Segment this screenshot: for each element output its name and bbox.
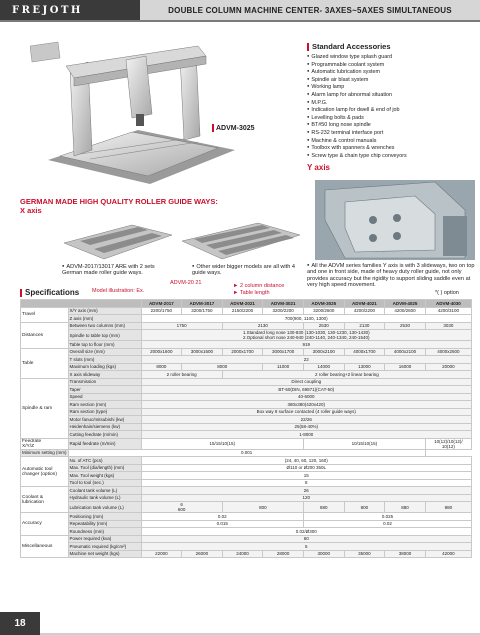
row-category: Distances [21, 322, 69, 348]
table-cell: 980 [425, 502, 471, 513]
accessories-list [307, 53, 477, 159]
table-cell: 3000x1700 [263, 348, 304, 356]
table-cell: 40-6000 [141, 393, 471, 401]
standard-accessories [307, 42, 477, 159]
table-cell: 42000 [425, 550, 471, 558]
table-row [21, 520, 472, 528]
table-header-row [21, 300, 472, 308]
list-item: ● Alarm lamp for abnormal situation [307, 91, 477, 99]
table-row [21, 348, 472, 356]
table-cell: 0.02 [141, 513, 303, 521]
row-label: Pneumatic required (kg/cm²) [68, 543, 141, 551]
specifications-body [21, 307, 472, 558]
table-cell: 11000 [263, 363, 304, 371]
table-row [21, 479, 472, 487]
row-label: Between two columns (mm) [68, 322, 141, 330]
table-cell: 1-8000 [141, 431, 471, 439]
column-header: ADVM-3017 [182, 300, 223, 308]
page-header [0, 0, 480, 20]
row-category: Travel [21, 307, 69, 322]
table-row [21, 307, 472, 315]
table-cell: 380x380(420x420) [141, 401, 471, 409]
specifications-table [20, 299, 472, 558]
row-label: Max. Tool (dia/length) (mm) [68, 464, 141, 472]
row-label: Max. Tool weight (kgs) [68, 472, 141, 480]
red-marker-icon [307, 43, 309, 51]
table-row [21, 487, 472, 495]
table-cell: 22 [141, 356, 471, 364]
table-row [21, 341, 472, 349]
table-cell: 24000 [222, 550, 263, 558]
list-item: ● Spindle air blast system [307, 76, 477, 84]
row-label: Z axis (mm) [68, 315, 141, 323]
table-row [21, 457, 472, 465]
red-marker-icon [212, 124, 214, 132]
table-row [21, 386, 472, 394]
table-row [21, 431, 472, 439]
table-cell: 26 [141, 487, 471, 495]
list-item: ● Glazed window type splash guard [307, 53, 477, 61]
x-axis-note-1: ● ADVM-2017/13017 ARE with 2 sets German made roller guide ways. [62, 263, 174, 277]
column-header: ADVM-3025 [303, 300, 344, 308]
row-label: Speed [68, 393, 141, 401]
table-cell: 8000 [182, 363, 263, 371]
table-row [21, 401, 472, 409]
model-illustration-label: Model illustration: Ex. [92, 288, 145, 294]
table-cell: 2200/1750 [141, 307, 182, 315]
row-label: Machine net weight (kgs) [68, 550, 141, 558]
table-cell: 10(12)/10(12)/ 10(12) [425, 438, 471, 449]
table-cell: 3200/2200 [263, 307, 304, 315]
table-row [21, 438, 472, 449]
list-item: ● Levelling bolts & pads [307, 114, 477, 122]
header-cell-empty [21, 300, 142, 308]
table-row [21, 550, 472, 558]
table-cell: 2530 [303, 322, 344, 330]
list-item: ● RS-232 terminal interface port [307, 129, 477, 137]
table-cell: 0.02 [303, 520, 471, 528]
table-cell: 1750 [141, 322, 222, 330]
option-legend: *( ) option [435, 290, 459, 296]
table-row [21, 423, 472, 431]
row-label: No. of ATC (pcs) [68, 457, 141, 465]
row-label: Ram section (type) [68, 408, 141, 416]
row-label: Coolant tank volume (L) [68, 487, 141, 495]
table-cell: Box way 8 surface contacted (4 roller guide ways) [141, 408, 471, 416]
row-category: Automatic tool changer (option) [21, 457, 69, 487]
table-cell: (24, 40, 60, 120, 160) [141, 457, 471, 465]
table-cell: 0.025 [303, 513, 471, 521]
row-label: Table top to floor (mm) [68, 341, 141, 349]
table-cell: Ø110 or Ø200 350L [141, 464, 471, 472]
table-row [21, 449, 472, 457]
table-cell: BT-50(DIN, 69871)(CAT-50) [141, 386, 471, 394]
table-row [21, 416, 472, 424]
row-label: Overall size (mm) [68, 348, 141, 356]
model-example-code: ADVM-20 21 [170, 280, 202, 286]
table-cell: Direct coupling [141, 378, 471, 386]
table-cell: 28000 [263, 550, 304, 558]
table-cell: 120 [141, 494, 471, 502]
table-cell: 3030 [425, 322, 471, 330]
table-row [21, 472, 472, 480]
header-divider [0, 20, 480, 22]
column-header: ADVM-4030 [425, 300, 471, 308]
row-label: Power required (kva) [68, 535, 141, 543]
list-item: ● Screw type & chain type chip conveyors [307, 152, 477, 160]
list-item: ● BT#50 long nose spindle [307, 121, 477, 129]
table-cell: 2150/2200 [222, 307, 263, 315]
row-label: Positioning (mm) [68, 513, 141, 521]
y-axis-title: Y axis [307, 163, 330, 172]
row-label: T slots (mm) [68, 356, 141, 364]
row-label: Tool to tool (sec.) [68, 479, 141, 487]
table-cell: 800 [344, 502, 385, 513]
column-header: ADVM-2017 [141, 300, 182, 308]
table-row [21, 330, 472, 341]
hero-model-label [212, 124, 255, 132]
row-label: Rapid feedrate (m/min) [68, 438, 141, 449]
row-label: Hydraulic tank volume (L) [68, 494, 141, 502]
table-cell: 4200/2200 [344, 307, 385, 315]
hero-model-text: ADVM-3025 [216, 124, 255, 132]
table-row [21, 502, 472, 513]
table-row [21, 393, 472, 401]
column-header: ADVM-2021 [222, 300, 263, 308]
row-category: Accuracy [21, 513, 69, 536]
table-cell: 0.015 [141, 520, 303, 528]
table-cell: 5 [141, 543, 471, 551]
table-cell: 15/15/10(15) [141, 438, 303, 449]
table-cell: 8 [141, 479, 471, 487]
brand-logo: FREJOTH [0, 0, 140, 20]
table-cell: 880 [385, 502, 426, 513]
row-label: Lubrication tank volume (L) [68, 502, 141, 513]
table-row [21, 528, 472, 536]
table-cell: 22/26 [141, 416, 471, 424]
y-axis-image [315, 180, 475, 260]
row-label: Roundness (mm) [68, 528, 141, 536]
page-title: DOUBLE COLUMN MACHINE CENTER- 3AXES~5AXES SIMULTANEOUS [140, 0, 480, 20]
row-category: Miscellaneous [21, 535, 69, 558]
x-axis-note-2: ● Other wider bigger models are all with 4 guide ways. [192, 263, 300, 277]
table-cell: 14000 [303, 363, 344, 371]
row-category: Spindle & ram [21, 378, 69, 438]
table-cell: 4000x2600 [425, 348, 471, 356]
table-row [21, 371, 472, 379]
list-item: ● Machine & control manuals [307, 137, 477, 145]
list-item: ● Indication lamp for dwell & end of job [307, 106, 477, 114]
table-cell: 60 [141, 535, 471, 543]
table-cell: 26000 [182, 550, 223, 558]
machine-hero-image [30, 38, 235, 188]
table-cell: 4200/2600 [385, 307, 426, 315]
table-row [21, 315, 472, 323]
y-axis-note: ● All the ADVM series families Y axis is with 3 slideways, two on top and one in front side, made of heavy duty roller guide, not only provides accuracy but the rigidity to support sliding saddle even at very high speed movement. [307, 262, 477, 289]
row-label: Taper [68, 386, 141, 394]
table-cell: 3200/1750 [182, 307, 223, 315]
list-item: ● Working lamp [307, 83, 477, 91]
list-item: ● Automatic lubrication system [307, 68, 477, 76]
row-label: X axis slideway [68, 371, 141, 379]
x-axis-image-2-guides [60, 219, 175, 261]
page-number: 18 [0, 612, 40, 635]
table-row [21, 363, 472, 371]
table-cell: 38000 [385, 550, 426, 558]
table-row [21, 535, 472, 543]
table-cell: 880 [303, 502, 344, 513]
table-cell: 10/15/10(15) [303, 438, 425, 449]
table-cell: 25(58-40%) [141, 423, 471, 431]
row-label: Minimum setting (mm) [22, 450, 67, 456]
table-cell: 6 600 [141, 502, 222, 513]
table-cell: 20000 [425, 363, 471, 371]
table-cell: 0.001 [68, 449, 425, 457]
table-cell: 4000x2100 [385, 348, 426, 356]
list-item: ● M.P.G. [307, 99, 477, 107]
row-label: Transmission [68, 378, 141, 386]
table-cell: 2 roller bearing+2 linear bearing [222, 371, 471, 379]
standard-accessories-title: Standard Accessories [307, 42, 477, 51]
row-label: Maximum loading (kgs) [68, 363, 141, 371]
table-row [21, 494, 472, 502]
table-cell: 3000x2100 [303, 348, 344, 356]
list-item: ● Toolbox with spanners & wrenches [307, 144, 477, 152]
table-row [21, 356, 472, 364]
table-cell: 4200/3100 [425, 307, 471, 315]
table-row [21, 378, 472, 386]
specifications-title: Specifications [20, 288, 79, 297]
table-cell: 22000 [141, 550, 182, 558]
table-cell: 919 [141, 341, 471, 349]
table-cell: 2530 [385, 322, 426, 330]
row-category: Coolant & lubrication [21, 487, 69, 513]
table-cell: 1.Standard long nose 130-830 (130-1030, 130-1230, 130-1430) 2.Optional short nose 240-940 (240-1140, 240-1340, 240-1540) [141, 330, 471, 341]
row-label: Heidenhain/siemens (kw) [68, 423, 141, 431]
table-cell: 30000 [303, 550, 344, 558]
table-row [21, 408, 472, 416]
list-item: ● Programmable coolant system [307, 61, 477, 69]
table-cell: 0.02/Ø300 [141, 528, 471, 536]
table-cell: 8000 [141, 363, 182, 371]
row-label: Repeatability (mm) [68, 520, 141, 528]
table-cell: 13000 [344, 363, 385, 371]
table-cell: 700(900, 1100, 1300) [141, 315, 471, 323]
table-row [21, 322, 472, 330]
row-category: Table [21, 348, 69, 378]
model-code-legend: ► 2 column distance ► Table length [233, 283, 285, 296]
row-label: Motor fanuc/mitsubishi (kw) [68, 416, 141, 424]
row-label: Cutting feedrate (m/min) [68, 431, 141, 439]
column-header: ADVM-4025 [385, 300, 426, 308]
red-marker-icon [20, 289, 22, 297]
table-cell: 4000x1700 [344, 348, 385, 356]
row-label: X/Y axis (mm) [68, 307, 141, 315]
table-row [21, 543, 472, 551]
table-cell: 2130 [344, 322, 385, 330]
column-header: ADVM-4021 [344, 300, 385, 308]
row-category: Feedrate X/Y/Z [21, 438, 69, 449]
column-header: ADVM-3021 [263, 300, 304, 308]
table-cell: 35000 [344, 550, 385, 558]
table-row [21, 513, 472, 521]
table-row [21, 464, 472, 472]
guide-ways-title: GERMAN MADE HIGH QUALITY ROLLER GUIDE WAYS: X axis [20, 197, 218, 215]
table-cell: 800 [222, 502, 303, 513]
table-cell: 2130 [222, 322, 303, 330]
table-cell: 3200/2600 [303, 307, 344, 315]
table-cell: 2000x1600 [141, 348, 182, 356]
table-cell: 15 [141, 472, 471, 480]
row-label: Ram section (mm) [68, 401, 141, 409]
table-cell: 3000x1600 [182, 348, 223, 356]
x-axis-image-4-guides [178, 219, 303, 261]
row-label: Spindle to table top (mm) [68, 330, 141, 341]
table-cell: 16000 [385, 363, 426, 371]
table-cell: 2 roller bearing [141, 371, 222, 379]
table-cell: 2000x1700 [222, 348, 263, 356]
